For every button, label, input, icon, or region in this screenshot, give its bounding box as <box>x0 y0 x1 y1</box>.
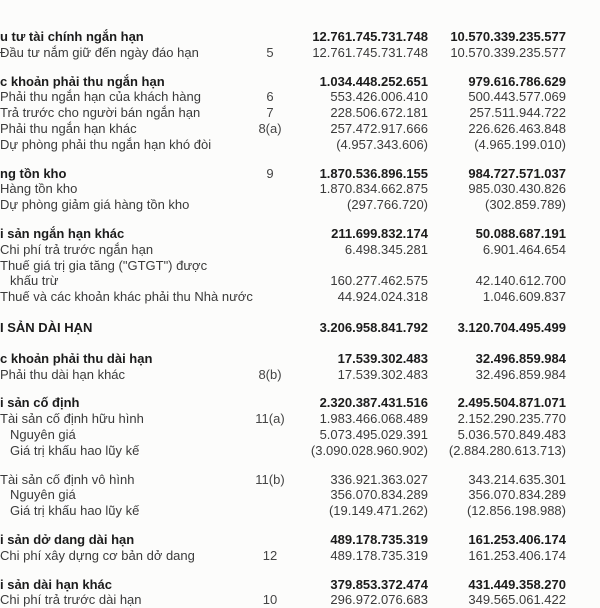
current-period-value: 489.178.735.319 <box>330 547 428 563</box>
note-reference: 12 <box>262 547 278 563</box>
subtotal-row <box>0 395 600 411</box>
line-item-label: Phải thu dài hạn khác <box>0 366 126 382</box>
prior-period-value: 349.565.061.422 <box>468 592 566 608</box>
note-reference: 8(a) <box>258 120 282 136</box>
current-period-value: 2.320.387.431.516 <box>319 395 428 411</box>
prior-period-value: 356.070.834.289 <box>468 487 566 503</box>
current-period-value: (3.090.028.960.902) <box>310 442 428 458</box>
prior-period-value: (12.856.198.988) <box>466 503 566 519</box>
line-item-row <box>0 258 600 274</box>
prior-period-value: 1.046.609.837 <box>482 289 566 305</box>
line-item-label: ng tồn kho <box>0 165 67 181</box>
line-item-label: Nguyên giá <box>10 426 76 442</box>
note-reference: 7 <box>266 105 274 121</box>
prior-period-value: 5.036.570.849.483 <box>457 426 566 442</box>
line-item-row <box>0 273 600 289</box>
line-item-label: Đầu tư nắm giữ đến ngày đáo hạn <box>0 44 199 60</box>
prior-period-value: 42.140.612.700 <box>475 273 566 289</box>
section-total-row <box>0 320 600 336</box>
prior-period-value: 226.626.463.848 <box>468 120 566 136</box>
prior-period-value: (302.859.789) <box>485 197 566 213</box>
current-period-value: 17.539.302.483 <box>337 366 428 382</box>
prior-period-value: 2.152.290.235.770 <box>457 411 566 427</box>
prior-period-value: 10.570.339.235.577 <box>450 29 566 44</box>
prior-period-value: 161.253.406.174 <box>468 547 566 563</box>
line-item-row <box>0 45 600 61</box>
line-item-row <box>0 242 600 258</box>
current-period-value: 3.206.958.841.792 <box>319 319 428 335</box>
line-item-row <box>0 137 600 153</box>
subtotal-row <box>0 532 600 548</box>
note-reference: 11(b) <box>255 471 285 487</box>
note-reference: 11(a) <box>255 411 285 427</box>
line-item-label: Nguyên giá <box>10 487 76 503</box>
line-item-label: Dự phòng phải thu ngắn hạn khó đòi <box>0 136 212 152</box>
current-period-value: 17.539.302.483 <box>337 350 428 366</box>
current-period-value: 296.972.076.683 <box>330 592 428 608</box>
line-item-row <box>0 89 600 105</box>
line-item-row <box>0 548 600 564</box>
line-item-label: Chi phí trả trước dài hạn <box>0 592 142 608</box>
current-period-value: 356.070.834.289 <box>330 487 428 503</box>
prior-period-value: 3.120.704.495.499 <box>457 319 566 335</box>
line-item-label: Thuế giá trị gia tăng ("GTGT") được <box>0 257 208 273</box>
subtotal-row <box>0 226 600 242</box>
current-period-value: (4.957.343.606) <box>336 136 428 152</box>
current-period-value: (19.149.471.262) <box>328 503 428 519</box>
line-item-label: Tài sản cố định vô hình <box>0 471 135 487</box>
note-reference: 9 <box>266 165 274 181</box>
line-item-row <box>0 443 600 459</box>
line-item-label: u tư tài chính ngắn hạn <box>0 29 144 44</box>
line-item-row <box>0 367 600 383</box>
current-period-value: 379.853.372.474 <box>330 576 428 592</box>
prior-period-value: 343.214.635.301 <box>468 471 566 487</box>
line-item-label: i sản dài hạn khác <box>0 576 112 592</box>
prior-period-value: 6.901.464.654 <box>482 241 566 257</box>
note-reference: 5 <box>266 44 274 60</box>
balance-sheet-assets <box>0 16 600 608</box>
line-item-row <box>0 105 600 121</box>
line-item-row <box>0 487 600 503</box>
line-item-row <box>0 472 600 488</box>
subtotal-row <box>0 29 600 45</box>
current-period-value: (297.766.720) <box>347 197 428 213</box>
line-item-label: Chi phí trả trước ngắn hạn <box>0 241 154 257</box>
current-period-value: 5.073.495.029.391 <box>319 426 428 442</box>
current-period-value: 553.426.006.410 <box>330 89 428 105</box>
current-period-value: 12.761.745.731.748 <box>312 29 428 44</box>
current-period-value: 12.761.745.731.748 <box>312 44 428 60</box>
current-period-value: 160.277.462.575 <box>330 273 428 289</box>
prior-period-value: 984.727.571.037 <box>468 165 566 181</box>
note-reference: 8(b) <box>258 366 282 382</box>
subtotal-row <box>0 577 600 593</box>
line-item-row <box>0 503 600 519</box>
prior-period-value: 500.443.577.069 <box>468 89 566 105</box>
line-item-label: c khoản phải thu dài hạn <box>0 350 153 366</box>
line-item-label: Phải thu ngắn hạn của khách hàng <box>0 89 201 105</box>
current-period-value: 211.699.832.174 <box>331 225 428 241</box>
prior-period-value: 161.253.406.174 <box>468 531 566 547</box>
line-item-label: Tài sản cố định hữu hình <box>0 411 144 427</box>
current-period-value: 44.924.024.318 <box>337 289 428 305</box>
line-item-row <box>0 197 600 213</box>
prior-period-value: 431.449.358.270 <box>468 576 566 592</box>
current-period-value: 6.498.345.281 <box>344 241 428 257</box>
subtotal-row <box>0 74 600 90</box>
subtotal-row <box>0 351 600 367</box>
current-period-value: 1.870.834.662.875 <box>319 181 428 197</box>
line-item-row <box>0 289 600 305</box>
line-item-label: Phải thu ngắn hạn khác <box>0 120 137 136</box>
line-item-label: Giá trị khấu hao lũy kế <box>10 503 140 519</box>
current-period-value: 489.178.735.319 <box>330 531 428 547</box>
prior-period-value: 985.030.430.826 <box>468 181 566 197</box>
prior-period-value: 979.616.786.629 <box>468 73 566 89</box>
line-item-row <box>0 181 600 197</box>
line-item-row <box>0 411 600 427</box>
subtotal-row <box>0 166 600 182</box>
line-item-label: i sản cố định <box>0 395 80 411</box>
line-item-label: Dự phòng giảm giá hàng tồn kho <box>0 197 190 213</box>
prior-period-value: 32.496.859.984 <box>475 366 566 382</box>
current-period-value: 1.870.536.896.155 <box>319 165 428 181</box>
line-item-row <box>0 427 600 443</box>
prior-period-value: 257.511.944.722 <box>469 105 566 121</box>
prior-period-value: 10.570.339.235.577 <box>450 44 566 60</box>
current-period-value: 1.983.466.068.489 <box>319 411 428 427</box>
line-item-label: Trả trước cho người bán ngắn hạn <box>0 105 201 121</box>
line-item-label: Hàng tồn kho <box>0 181 78 197</box>
prior-period-value: 32.496.859.984 <box>475 350 566 366</box>
prior-period-value: 50.088.687.191 <box>475 225 566 241</box>
current-period-value: 257.472.917.666 <box>330 120 428 136</box>
line-item-label: Thuế và các khoản khác phải thu Nhà nước <box>0 289 253 305</box>
line-item-label: i sản dở dang dài hạn <box>0 531 135 547</box>
prior-period-value: 2.495.504.871.071 <box>457 395 566 411</box>
note-reference: 10 <box>262 592 278 608</box>
note-reference: 6 <box>266 89 274 105</box>
line-item-row <box>0 121 600 137</box>
line-item-label: Giá trị khấu hao lũy kế <box>10 442 140 458</box>
line-item-label: khấu trừ <box>10 273 59 289</box>
line-item-label: c khoản phải thu ngắn hạn <box>0 73 165 89</box>
prior-period-value: (2.884.280.613.713) <box>448 442 566 458</box>
line-item-label: i sản ngắn hạn khác <box>0 225 125 241</box>
line-item-label: I SẢN DÀI HẠN <box>0 319 93 335</box>
line-item-row <box>0 592 600 608</box>
current-period-value: 228.506.672.181 <box>330 105 428 121</box>
current-period-value: 1.034.448.252.651 <box>319 73 428 89</box>
current-period-value: 336.921.363.027 <box>330 471 428 487</box>
prior-period-value: (4.965.199.010) <box>474 136 566 152</box>
line-item-label: Chi phí xây dựng cơ bản dở dang <box>0 547 195 563</box>
